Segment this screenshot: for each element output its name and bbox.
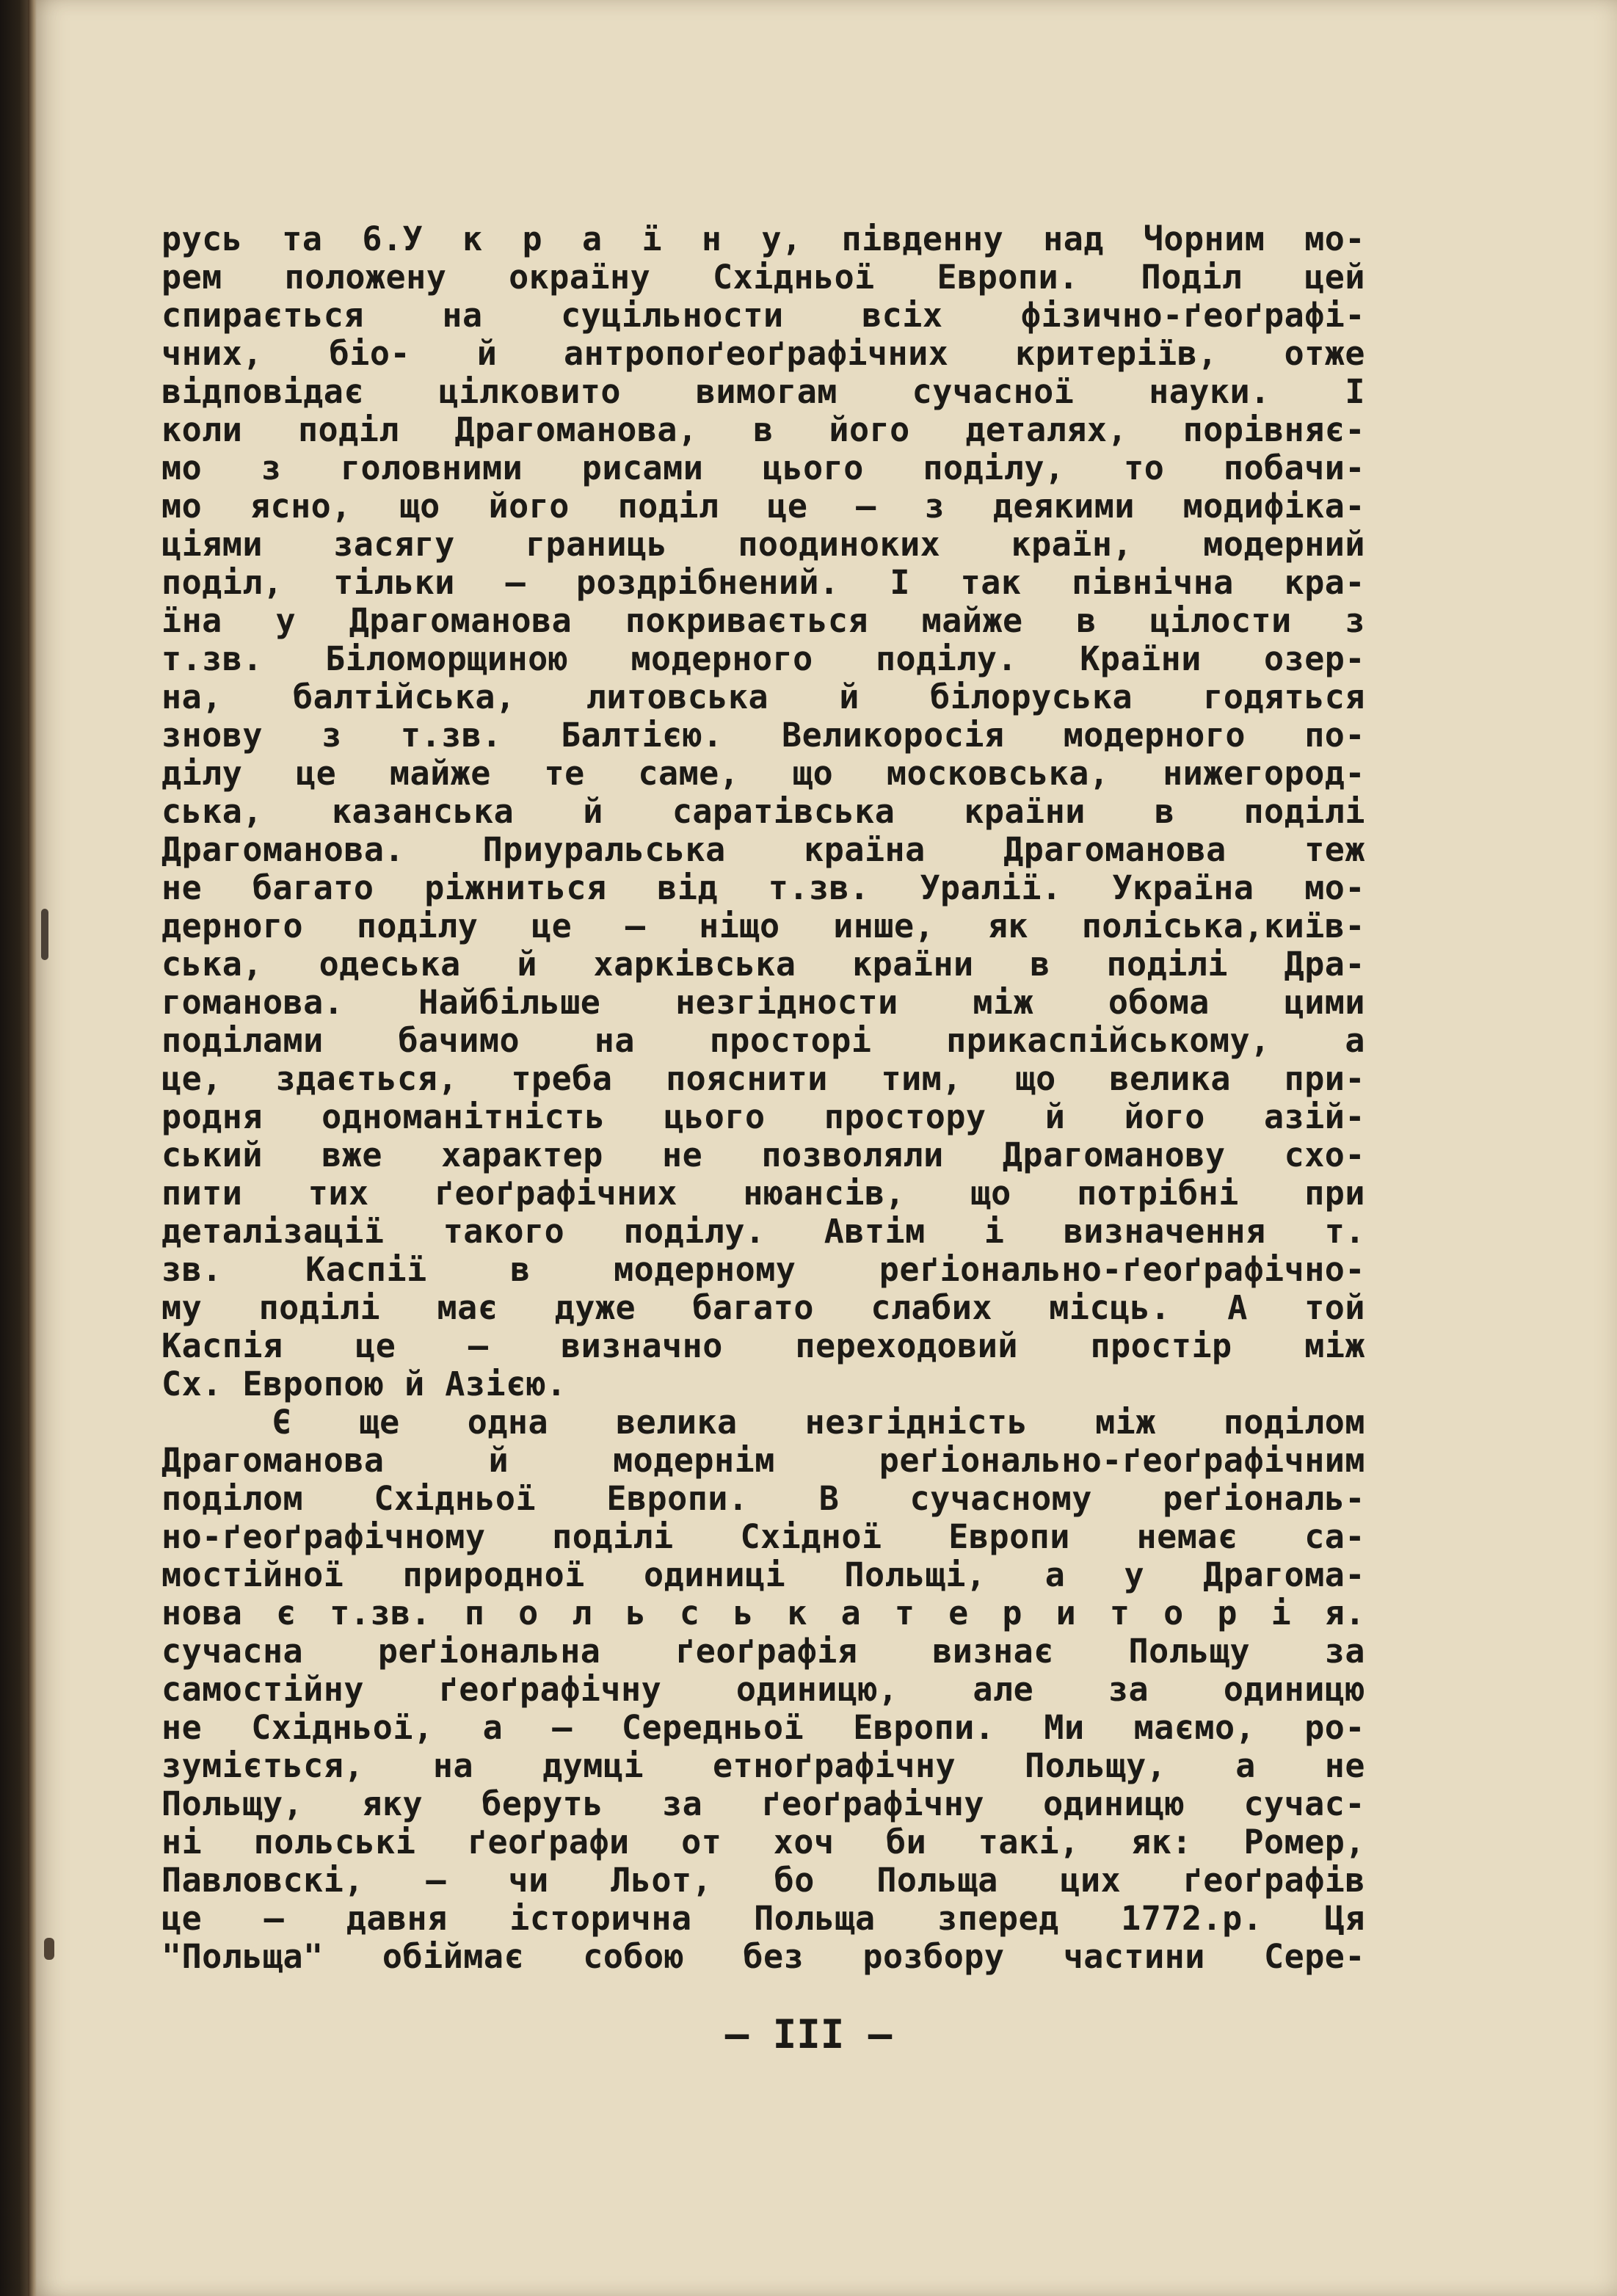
typewritten-text [161, 220, 1365, 1976]
text-line: знову з т.зв. Балтією. Великоросія модерного по- [161, 716, 1365, 755]
text-line: самостійну ґеоґрафічну одиницю, але за одиницю [161, 1670, 1365, 1709]
binding-mark [41, 909, 48, 960]
text-line: їна у Драгоманова покривається майже в цілости з [161, 601, 1365, 640]
text-line: мостійної природної одиниці Польщі, а у Драгома- [161, 1555, 1365, 1594]
text-line: відповідає цілковито вимогам сучасної науки. І [161, 372, 1365, 411]
text-line: це – давня історична Польща зперед 1772.р. Ця [161, 1899, 1365, 1938]
text-line: русь та 6.У к р а ї н у, південну над Чорним мо- [161, 219, 1365, 258]
text-line: не багато ріжниться від т.зв. Уралії. Україна мо- [161, 868, 1365, 907]
text-line: т.зв. Біломорщиною модерного поділу. Країни озер- [161, 639, 1365, 678]
text-line: поділом Східньої Европи. В сучасному реґіональ- [161, 1479, 1365, 1518]
text-line: Драгоманова й модернім реґіонально-ґеоґрафічним [161, 1441, 1365, 1480]
text-line: ська, одеська й харківська країни в поділі Дра- [161, 945, 1365, 984]
text-line: рем положену окраїну Східньої Европи. Поділ цей [161, 258, 1365, 297]
text-line: коли поділ Драгоманова, в його деталях, порівняє- [161, 410, 1365, 449]
text-line: ділу це майже те саме, що московська, нижегород- [161, 754, 1365, 793]
text-line: це, здається, треба пояснити тим, що велика при- [161, 1059, 1365, 1098]
text-line: не Східньої, а – Середньої Европи. Ми маємо, ро- [161, 1708, 1365, 1747]
text-line: "Польща" обіймає собою без розбору частини Сере- [161, 1937, 1365, 1976]
text-line: мо з головними рисами цього поділу, то побачи- [161, 448, 1365, 487]
text-line: родня одноманітність цього простору й його азій- [161, 1097, 1365, 1136]
text-line: гоманова. Найбільше незгідности між обома цими [161, 983, 1365, 1022]
page-number: – III – [724, 2011, 893, 2057]
text-line: мо ясно, що його поділ це – з деякими модифіка- [161, 487, 1365, 526]
text-line: Каспія це – визначно переходовий простір між [161, 1326, 1365, 1365]
text-line: ціями засягу границь поодиноких країн, модерний [161, 525, 1365, 564]
binding-hole [44, 1938, 54, 1960]
text-line: му поділі має дуже багато слабих місць. А той [161, 1288, 1365, 1327]
text-line: на, балтійська, литовська й білоруська годяться [161, 677, 1365, 716]
text-line: зв. Каспії в модерному реґіонально-ґеоґрафічно- [161, 1250, 1365, 1289]
text-line: Сх. Европою й Азією. [161, 1365, 567, 1403]
text-line: спирається на суцільности всіх фізично-ґеоґрафі- [161, 296, 1365, 335]
page-gutter-shadow [28, 0, 37, 2296]
text-line: чних, біо- й антропоґеоґрафічних критеріїв, отже [161, 334, 1365, 373]
text-line: пити тих ґеоґрафічних нюансів, що потрібні при [161, 1174, 1365, 1213]
text-line: нова є т.зв. п о л ь с ь к а т е р и т о р і я. [161, 1594, 1365, 1632]
text-line: дерного поділу це – ніщо инше, як поліська,київ- [161, 907, 1365, 945]
text-line: ський вже характер не позволяли Драгоманову схо- [161, 1136, 1365, 1174]
text-line: но-ґеоґрафічному поділі Східної Европи немає са- [161, 1517, 1365, 1556]
text-line: Драгоманова. Приуральська країна Драгоманова теж [161, 830, 1365, 869]
text-line: деталізації такого поділу. Автім і визначення т. [161, 1212, 1365, 1251]
text-line: поділами бачимо на просторі прикаспійському, а [161, 1021, 1365, 1060]
text-line: сучасна реґіональна ґеоґрафія визнає Польщу за [161, 1632, 1365, 1671]
text-line: зуміється, на думці етноґрафічну Польщу, а не [161, 1746, 1365, 1785]
text-line: Є ще одна велика незгідність між поділом [272, 1403, 1365, 1442]
text-line: поділ, тільки – роздрібнений. І так північна кра- [161, 563, 1365, 602]
text-line: ська, казанська й саратівська країни в поділі [161, 792, 1365, 831]
text-line: ні польські ґеоґрафи от хоч би такі, як: Ромер, [161, 1823, 1365, 1861]
text-line: Павловскі, – чи Льот, бо Польща цих ґеоґрафів [161, 1861, 1365, 1900]
text-line: Польщу, яку беруть за ґеоґрафічну одиницю сучас- [161, 1784, 1365, 1823]
